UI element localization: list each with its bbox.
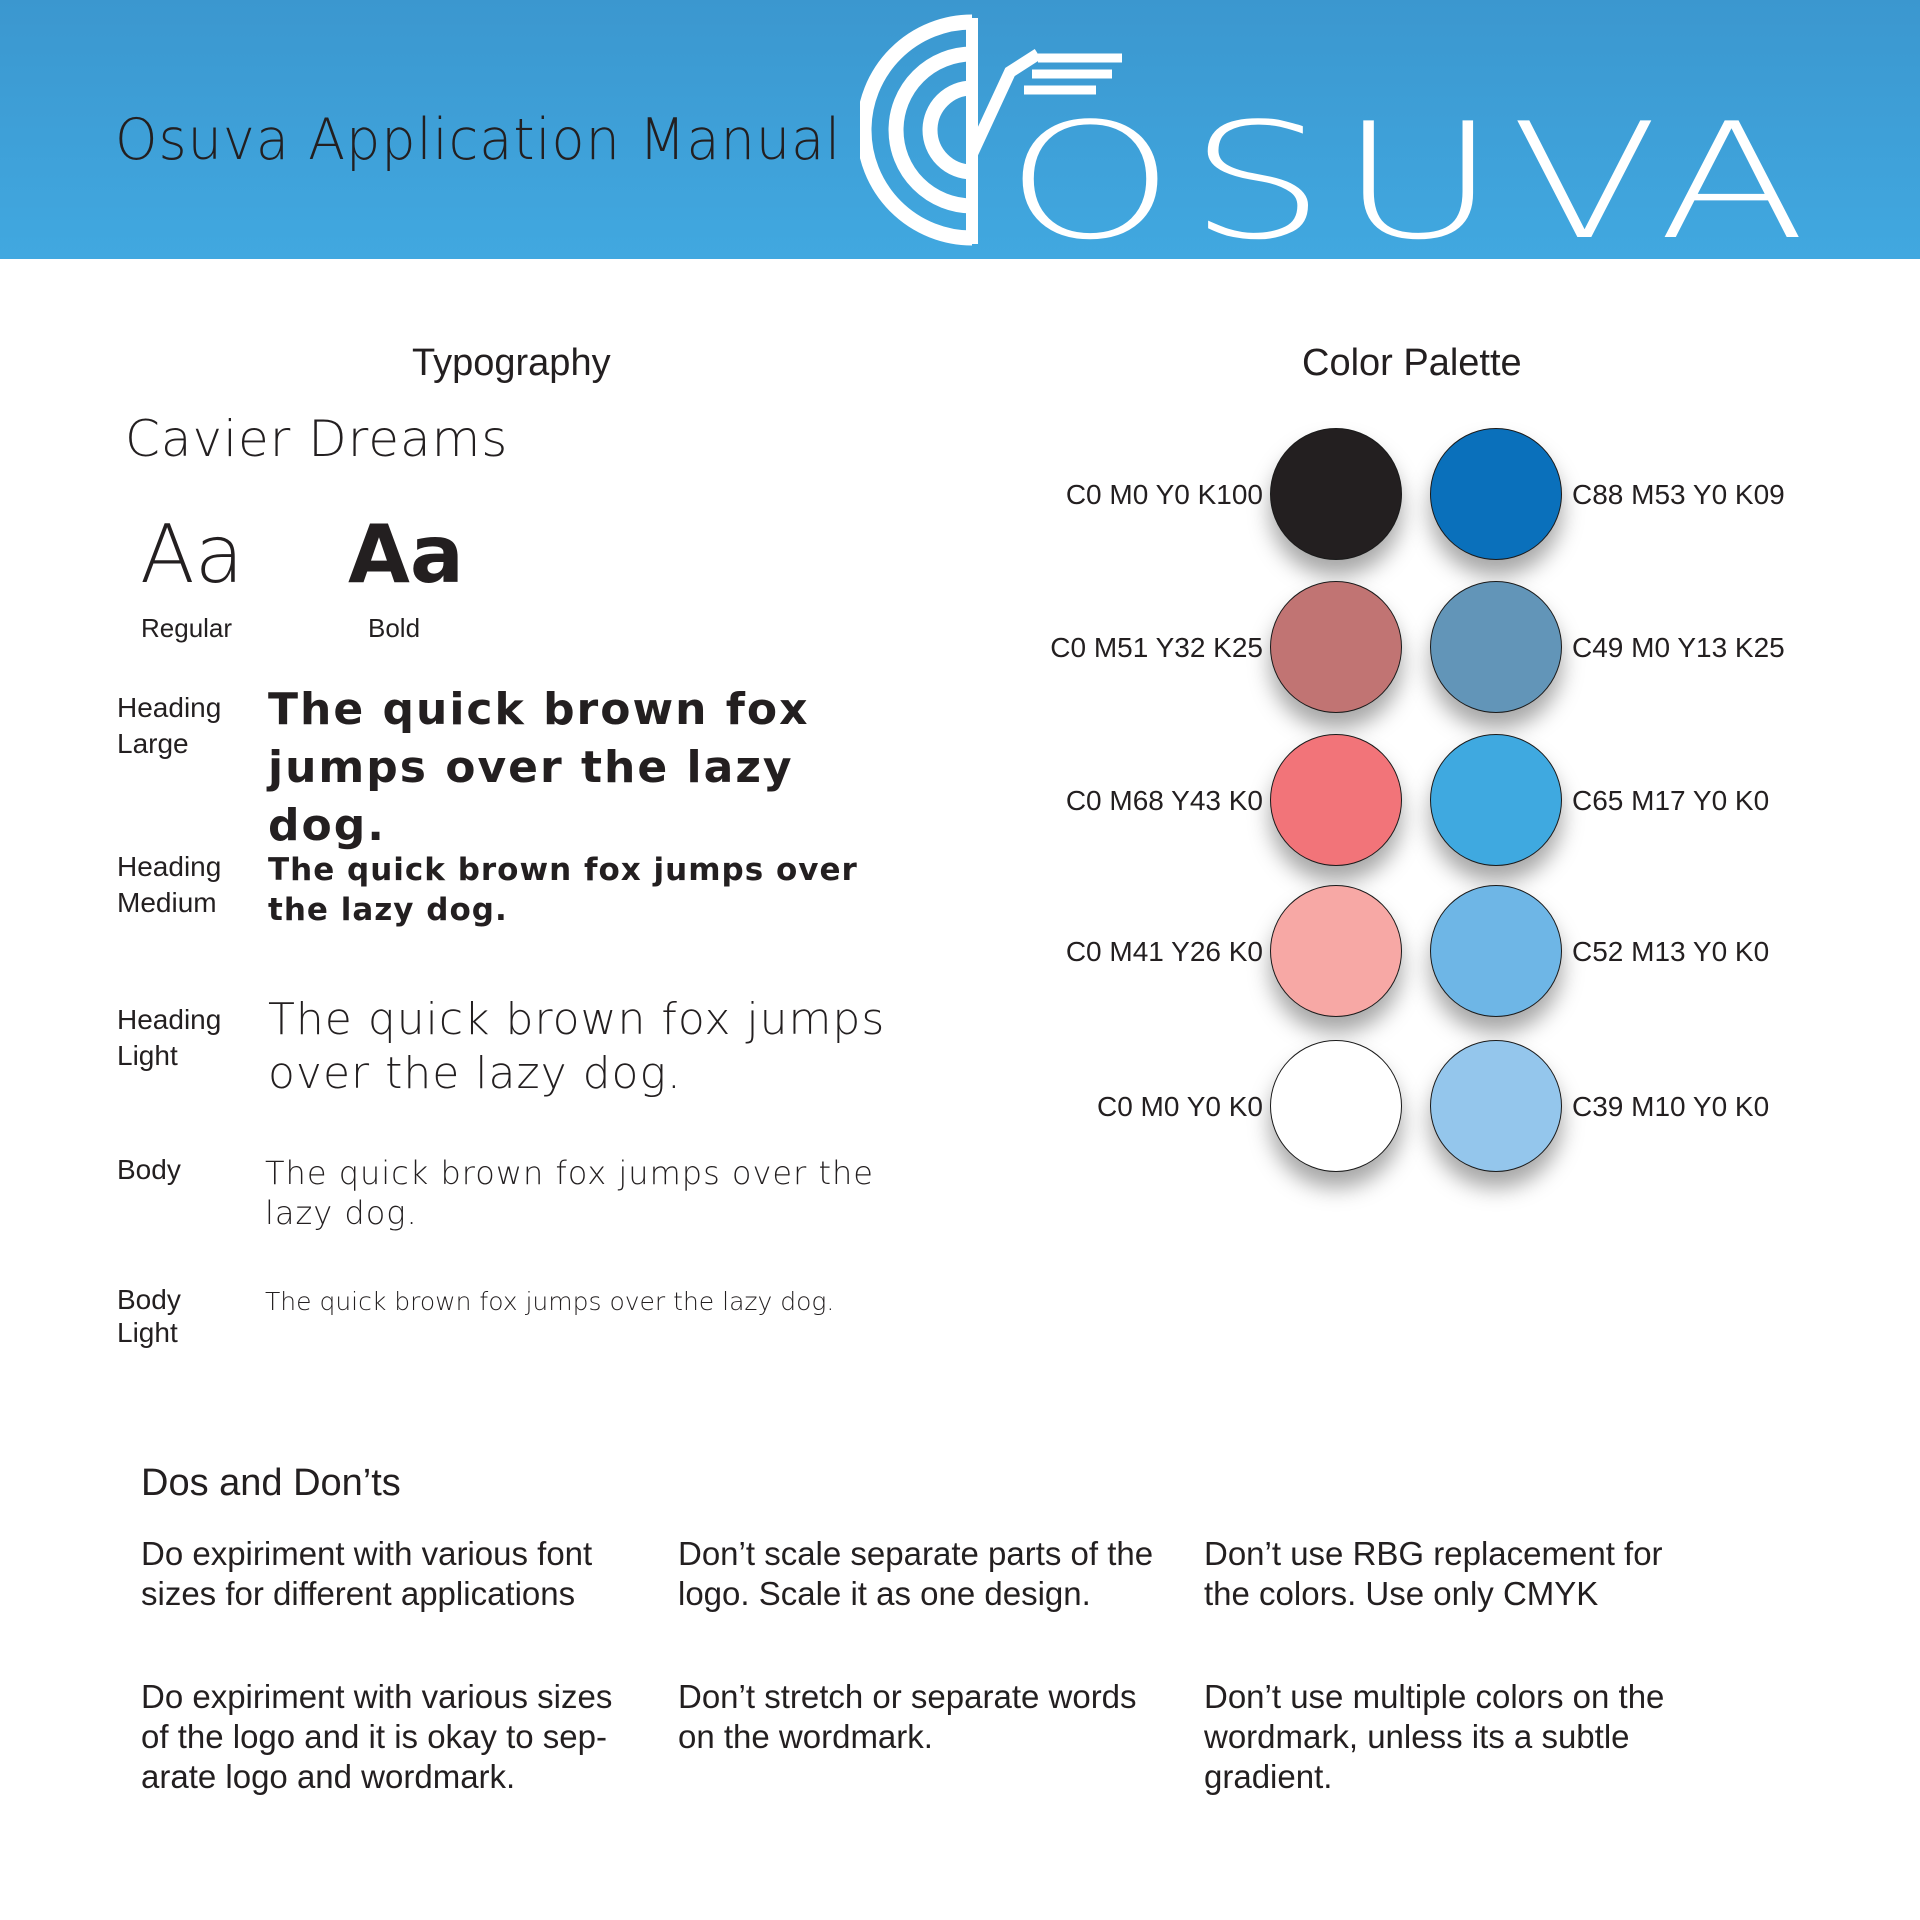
dos-donts-item: Do expiriment with various sizes of the logo and it is okay to sep-arate logo and wordmark. bbox=[141, 1678, 613, 1795]
header-banner bbox=[0, 0, 1920, 275]
color-swatch-label: C88 M53 Y0 K09 bbox=[1572, 479, 1785, 510]
color-swatch-label: C65 M17 Y0 K0 bbox=[1572, 785, 1770, 816]
sample-heading-light: The quick brown fox jumps over the lazy dog. bbox=[268, 994, 886, 1099]
color-swatch-label: C0 M0 Y0 K0 bbox=[1096, 1091, 1263, 1122]
style-label-heading-large: Heading Large bbox=[117, 692, 222, 759]
dos-donts-title: Dos and Don’ts bbox=[141, 1462, 401, 1504]
color-swatch bbox=[1430, 734, 1562, 866]
color-palette-title: Color Palette bbox=[1302, 342, 1522, 384]
style-label-body: Body bbox=[117, 1154, 181, 1185]
style-label-heading-light: Heading Light bbox=[117, 1004, 222, 1071]
color-swatch bbox=[1430, 885, 1562, 1017]
specimen-regular: Aa bbox=[140, 508, 244, 601]
color-swatch-label: C49 M0 Y13 K25 bbox=[1572, 632, 1785, 663]
style-label-body-light: Body Light bbox=[117, 1284, 181, 1348]
osuva-logo bbox=[860, 14, 1820, 275]
dos-donts-item: Don’t use RBG replacement for the colors. Use only CMYK bbox=[1204, 1535, 1663, 1612]
sample-body-light: The quick brown fox jumps over the lazy dog. bbox=[265, 1287, 835, 1316]
color-swatch bbox=[1430, 1040, 1562, 1172]
sample-heading-medium: The quick brown fox jumps over the lazy dog. bbox=[268, 852, 858, 928]
sample-body: The quick brown fox jumps over the lazy dog. bbox=[265, 1154, 874, 1232]
color-swatch-label: C0 M41 Y26 K0 bbox=[1065, 936, 1263, 967]
specimen-bold: Aa bbox=[348, 508, 464, 601]
color-swatch bbox=[1270, 885, 1402, 1017]
color-swatch bbox=[1270, 1040, 1402, 1172]
color-swatch-label: C39 M10 Y0 K0 bbox=[1572, 1091, 1770, 1122]
dos-donts-item: Don’t scale separate parts of the logo. Scale it as one design. bbox=[678, 1535, 1154, 1612]
sample-heading-large: The quick brown fox jumps over the lazy dog. bbox=[268, 684, 810, 851]
weight-label-bold: Bold bbox=[368, 613, 421, 643]
logo-wordmark: OSUVA bbox=[1005, 88, 1820, 275]
color-swatch-label: C0 M51 Y32 K25 bbox=[1050, 632, 1263, 663]
color-swatch bbox=[1270, 734, 1402, 866]
color-swatch-label: C52 M13 Y0 K0 bbox=[1572, 936, 1770, 967]
font-name: Cavier Dreams bbox=[125, 410, 509, 468]
color-swatch bbox=[1270, 581, 1402, 713]
page-title: Osuva Application Manual bbox=[115, 106, 842, 173]
dos-donts-item: Do expiriment with various font sizes for different applications bbox=[141, 1535, 593, 1612]
weight-label-regular: Regular bbox=[141, 613, 233, 643]
dos-donts-item: Don’t use multiple colors on the wordmark, unless its a subtle gradient. bbox=[1204, 1678, 1665, 1795]
style-label-heading-medium: Heading Medium bbox=[117, 851, 222, 918]
color-swatch-label: C0 M68 Y43 K0 bbox=[1065, 785, 1263, 816]
dos-donts-item: Don’t stretch or separate words on the wordmark. bbox=[678, 1678, 1137, 1755]
color-swatch bbox=[1430, 428, 1562, 560]
color-swatch bbox=[1270, 428, 1402, 560]
typography-title: Typography bbox=[412, 342, 611, 384]
color-swatch bbox=[1430, 581, 1562, 713]
color-swatch-label: C0 M0 Y0 K100 bbox=[1065, 479, 1263, 510]
